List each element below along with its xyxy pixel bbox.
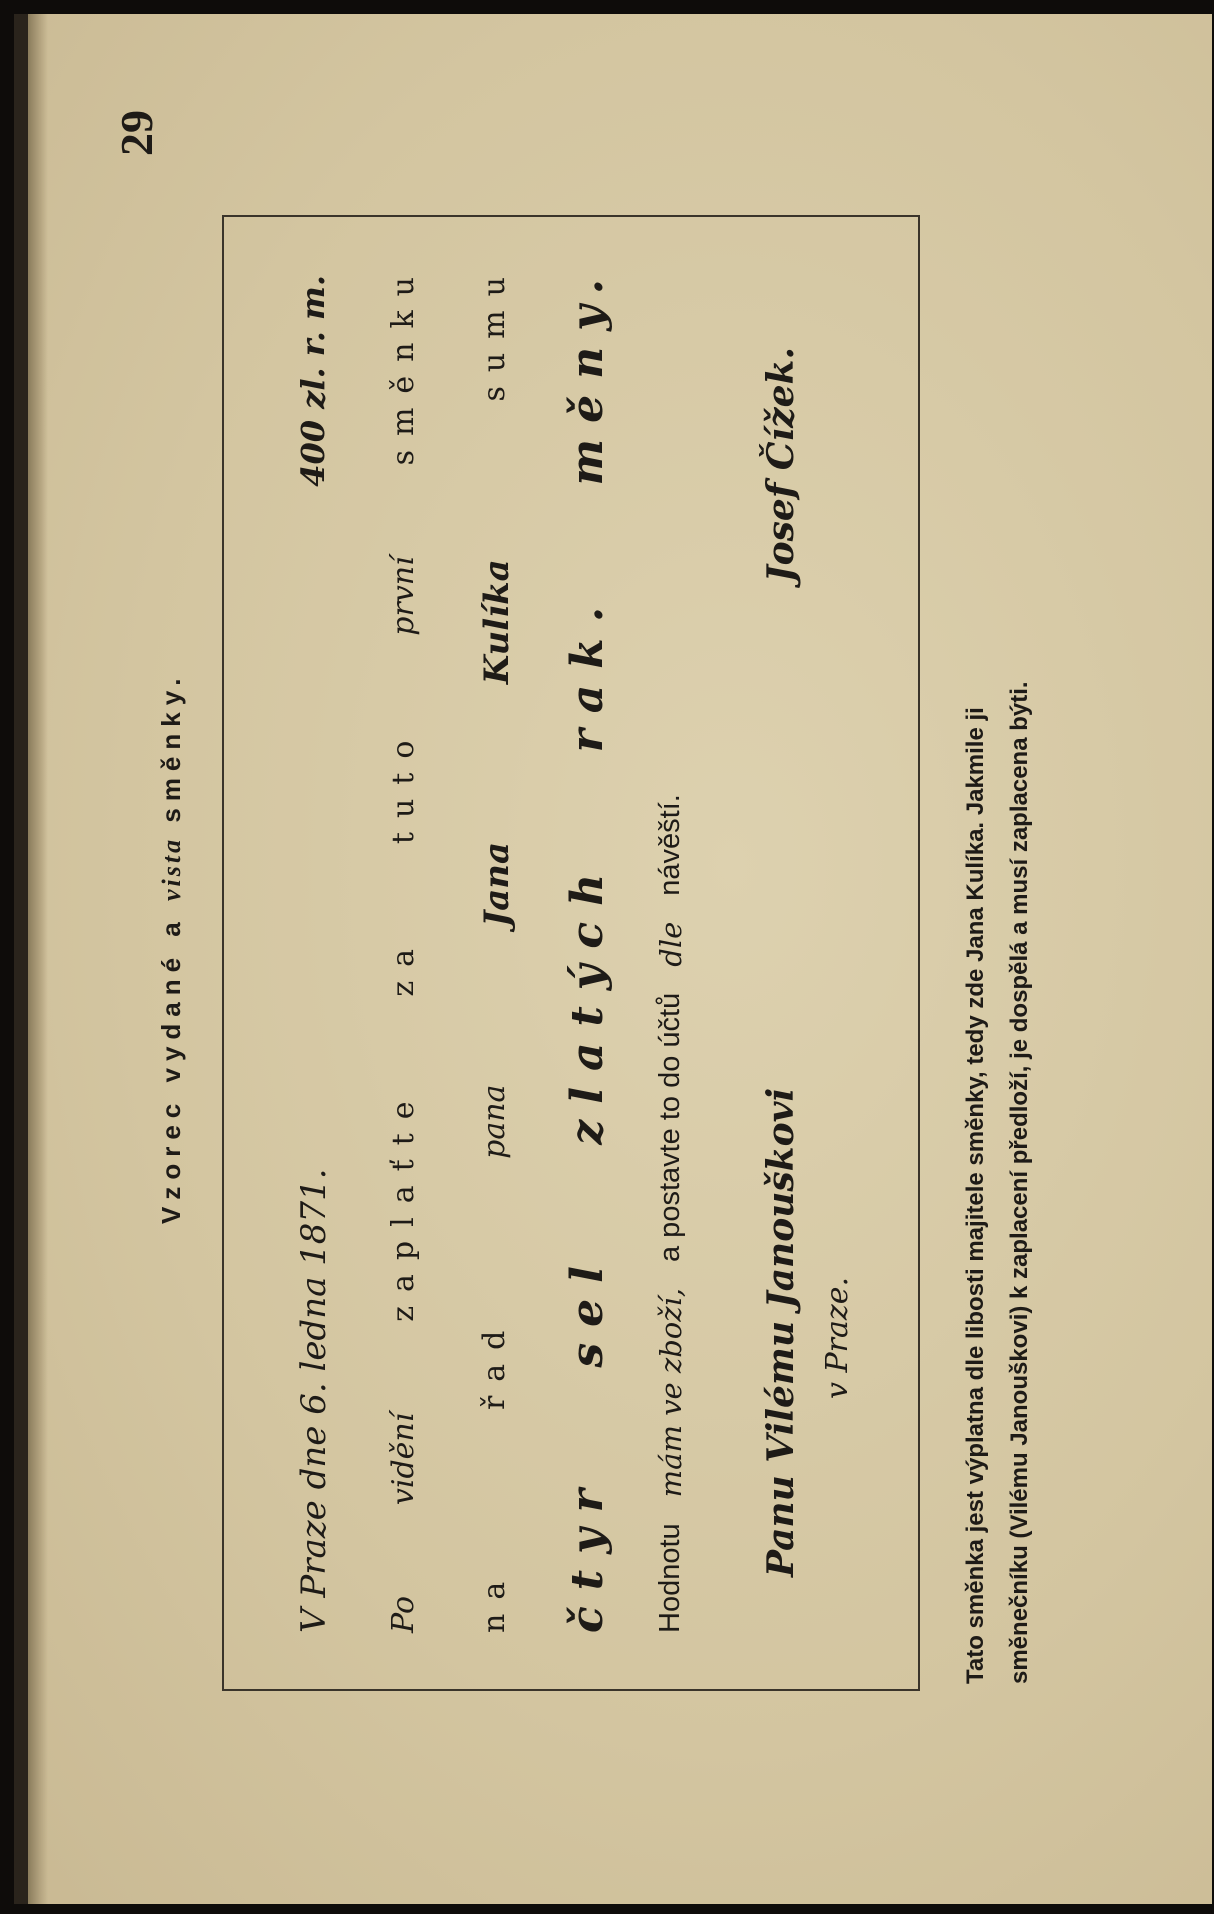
explanatory-note bbox=[954, 214, 1042, 1684]
word: mám ve zboží, bbox=[654, 1288, 688, 1498]
page-number: 29 bbox=[111, 110, 162, 156]
heading-text: Vzorec vydané a bbox=[156, 915, 186, 1224]
addressee: Panu Vilému Janouškovi bbox=[760, 1087, 802, 1577]
place-date: V Praze dne 6. ledna 1871. bbox=[294, 1168, 334, 1633]
word: návěští. bbox=[654, 794, 686, 896]
bill-line-2 bbox=[386, 263, 421, 1633]
word: řad bbox=[477, 1316, 512, 1411]
note-line: směnečníku (Vilému Janouškovi) k zaplacení předloží, je dospělá a musí zaplacena býti. bbox=[1006, 681, 1033, 1684]
word: a postavte to do účtů bbox=[654, 992, 686, 1262]
heading bbox=[156, 672, 187, 1225]
word: rak. bbox=[562, 590, 613, 753]
word: za bbox=[386, 934, 421, 997]
page bbox=[14, 14, 1212, 1904]
word: zlatých bbox=[562, 857, 613, 1145]
word: na bbox=[477, 1567, 512, 1633]
note-line: Tato směnka jest výplatna dle libosti majitele směnky, tedy zde Jana Kulíka. Jakmile ji bbox=[962, 707, 989, 1684]
amount: 400 zl. r. m. bbox=[294, 275, 332, 487]
word: zaplaťte bbox=[386, 1087, 421, 1322]
word: čtyr bbox=[562, 1473, 613, 1633]
word: vidění bbox=[386, 1412, 421, 1506]
word: Po bbox=[386, 1595, 421, 1633]
bill-line-3 bbox=[477, 263, 517, 1633]
signer: Josef Čížek. bbox=[760, 347, 802, 583]
word: sel bbox=[562, 1250, 613, 1368]
payee-last-name: Kulíka bbox=[477, 559, 517, 685]
word: tuto bbox=[386, 726, 421, 845]
word: Hodnotu bbox=[654, 1523, 686, 1633]
word: dle bbox=[654, 921, 688, 967]
payee-first-name: Jana bbox=[477, 841, 517, 927]
bill-of-exchange-frame bbox=[222, 215, 920, 1691]
rotated-content bbox=[14, 14, 1212, 1904]
word: měny. bbox=[562, 263, 613, 486]
heading-tail: směnky. bbox=[156, 671, 186, 823]
heading-italic-word: vista bbox=[157, 836, 186, 901]
addressee-place: v Praze. bbox=[820, 1277, 855, 1399]
word: první bbox=[386, 556, 421, 636]
sum-in-words bbox=[562, 263, 613, 1633]
bill-line-5 bbox=[654, 263, 688, 1633]
word: směnku bbox=[386, 263, 421, 466]
word: pana bbox=[477, 1084, 512, 1159]
word: sumu bbox=[477, 263, 512, 402]
